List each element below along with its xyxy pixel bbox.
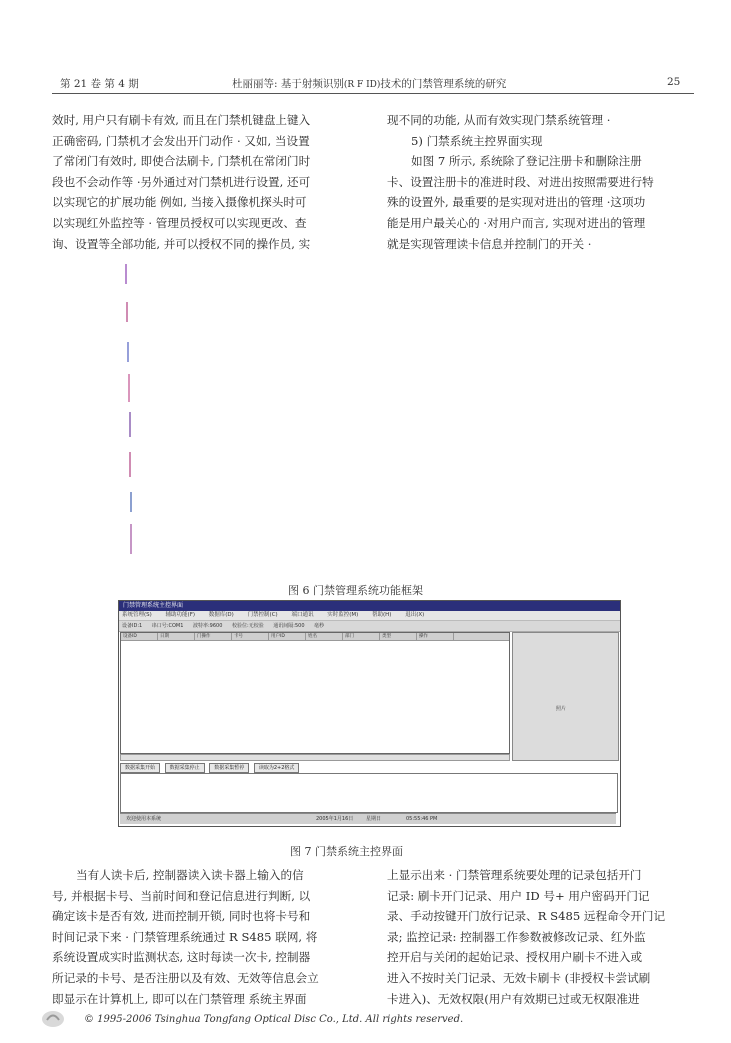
interval-field[interactable]: 通讯间隔:500 [273,623,305,629]
column-header[interactable]: 设备ID [121,633,158,640]
running-title [232,76,506,91]
column-header[interactable]: 部门 [343,633,380,640]
button-row [120,763,302,771]
text-line: 时间记录下来 · 门禁管理系统通过 R S485 联网, 将 [52,929,318,944]
menu-item[interactable]: 系统管理(S) [122,612,152,618]
running-title-prefix: 杜丽丽等: 基于射频识别 [232,78,344,90]
publisher-logo-icon [40,1008,66,1030]
bottom-right-column [387,865,695,1009]
column-header[interactable]: 卡号 [232,633,269,640]
top-left-column [52,110,354,254]
format-button[interactable]: 读取为2+2格式 [254,763,300,773]
text-line: 当有人读卡后, 控制器读入读卡器上输入的信 [76,868,304,882]
menu-item[interactable]: 实时监控(M) [327,612,359,618]
text-line: 现不同的功能, 从而有效实现门禁系统管理 · [387,113,611,127]
baud-rate-select[interactable]: 波特率:9600 [193,623,223,629]
running-title-suffix: 技术的门禁管理系统的研究 [380,78,507,90]
menu-item[interactable]: 帮助(H) [372,612,392,618]
column-header[interactable]: 类型 [380,633,417,640]
status-welcome: 欢迎使用本系统 [126,816,162,822]
text-line: 以实现它的扩展功能 例如, 当接入摄像机探头时可 [52,195,307,210]
column-header[interactable]: 操作 [417,633,454,640]
status-bar [120,813,616,824]
menu-item[interactable]: 端口通讯 [291,612,314,618]
text-line: 上显示出来 · 门禁管理系统要处理的记录包括开门 [387,868,642,882]
menu-bar [119,611,620,621]
figure6-graphic [118,262,148,562]
text-line: 录; 监控记录: 控制器工作参数被修改记录、红外监 [387,929,646,944]
window-titlebar: 门禁管理系统主控界面 [119,601,620,611]
text-line: 进入不按时关门记录、无效卡刷卡 (非授权卡尝试刷 [387,970,651,985]
header-rule [52,93,694,94]
text-line: 正确密码, 门禁机才会发出开门动作 · 又如, 当设置 [52,133,310,148]
start-collect-button[interactable]: 数据采集开始 [120,763,160,773]
text-line: 以实现红外监控等 · 管理员授权可以实现更改、查 [52,215,307,230]
journal-issue: 第 21 卷 第 4 期 [60,78,139,90]
menu-item[interactable]: 退出(X) [405,612,425,618]
figure7-screenshot [118,600,621,827]
parity-select[interactable]: 校验位:无校验 [232,623,264,629]
figure7-caption: 图 7 门禁系统主控界面 [290,845,403,858]
text-line: 系统设置成实时监测状态, 这时每读一次卡, 控制器 [52,950,311,965]
page-number: 25 [667,76,681,88]
status-weekday: 星期日 [366,816,382,822]
text-line: 控开启与关闭的起始记录、授权用户刷卡不进入或 [387,950,643,965]
text-line: 即显示在计算机上, 即可以在门禁管理 系统主界面 [52,991,307,1006]
column-header[interactable]: 日期 [158,633,195,640]
text-line: 卡、设置注册卡的准进时段、对进出按照需要进行特 [387,174,654,189]
text-line: 段也不会动作等 ·另外通过对门禁机进行设置, 还可 [52,174,311,189]
column-header[interactable]: 用户ID [269,633,306,640]
bottom-left-column [52,865,354,1009]
text-line: 如图 7 所示, 系统除了登记注册卡和删除注册 [411,154,642,169]
text-line: 卡进入)、无效权限(用户有效期已过或无权限准进 [387,991,640,1006]
text-line: 询、设置等全部功能, 并可以授权不同的操作员, 实 [52,236,311,251]
figure6-caption: 图 6 门禁管理系统功能框架 [288,584,423,597]
running-title-rfid: (R F ID) [343,80,381,90]
menu-item[interactable]: 门禁控制(C) [247,612,278,618]
status-time: 05:55:46 PM [406,816,438,822]
horizontal-scrollbar[interactable] [120,754,510,761]
menu-item[interactable]: 辅助功能(F) [165,612,196,618]
stop-collect-button[interactable]: 数据采集停止 [165,763,205,773]
interval-unit: 毫秒 [314,623,325,629]
status-date: 2005年1月16日 [316,816,354,822]
settings-toolbar [119,621,620,632]
text-line: 能是用户最关心的 ·对用户而言, 实现对进出的管理 [387,215,646,230]
column-header[interactable]: 门操作 [195,633,232,640]
records-table [120,632,510,754]
photo-panel [512,632,619,761]
text-line: 殊的设置外, 最重要的是实现对进出的管理 ·这项功 [387,195,646,210]
text-line: 确定该卡是否有效, 进而控制开锁, 同时也将卡号和 [52,909,311,924]
text-line: 效时, 用户只有刷卡有效, 而且在门禁机键盘上键入 [52,113,311,127]
section-heading: 5) 门禁系统主控界面实现 [411,133,543,148]
pause-collect-button[interactable]: 数据采集暂停 [209,763,249,773]
photo-label: 照片 [556,706,567,712]
text-line: 就是实现管理读卡信息并控制门的开关 · [387,236,592,251]
log-area[interactable] [120,773,618,813]
text-line: 了常闭门有效时, 即使合法刷卡, 门禁机在常闭门时 [52,154,311,169]
top-right-column [387,110,695,254]
copyright-footer: © 1995-2006 Tsinghua Tongfang Optical Disc Co., Ltd. All rights reserved. [84,1014,464,1025]
table-header [121,633,509,641]
text-line: 号, 并根据卡号、当前时间和登记信息进行判断, 以 [52,888,311,903]
text-line: 记录: 刷卡开门记录、用户 ID 号+ 用户密码开门记 [387,888,650,903]
menu-item[interactable]: 数据库(D) [208,612,234,618]
text-line: 所记录的卡号、是否注册以及有效、无效等信息会立 [52,970,319,985]
device-id-field[interactable]: 设备ID:1 [122,623,143,629]
com-port-select[interactable]: 串口号:COM1 [151,623,184,629]
text-line: 录、手动按键开门放行记录、R S485 远程命令开门记 [387,909,666,924]
column-header[interactable]: 姓名 [306,633,343,640]
